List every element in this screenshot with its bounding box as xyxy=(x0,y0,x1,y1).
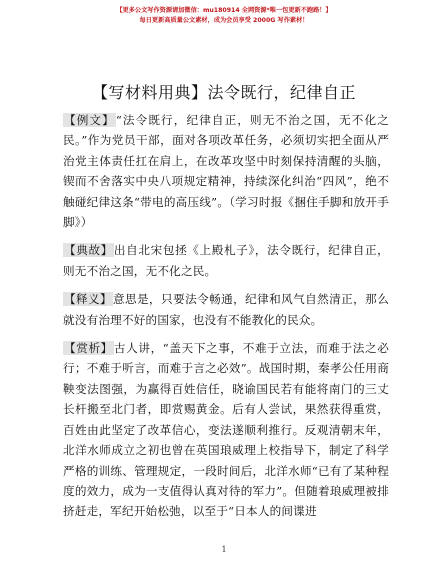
paragraph-meaning xyxy=(63,289,389,330)
paragraph-tag: 【典故】 xyxy=(64,243,113,258)
paragraph-tag: 【例文】 xyxy=(64,113,115,127)
paragraph-text: 出自北宋包拯《上殿札子》，法令既行，纪律自正，则无不治之国，无不化之民。 xyxy=(63,243,389,278)
paragraph-text: “法令既行，纪律自正，则无不治之国，无不化之民。”作为党员干部，面对各项改革任务，必须切实把全面从严治党主体责任扛在肩上，在改革攻坚中时刻保持清醒的头脑，锲而不舍落实中央八项规定精神，持续深化纠治“四风”，绝不触碰纪律这条“带电的高压线”。（学习时报《捆住手脚和放开手脚》） xyxy=(63,113,389,230)
document-body xyxy=(63,110,389,530)
paragraph-text: 意思是，只要法令畅通，纪律和风气自然清正，那么就没有治理不好的国家，也没有不能教化的民众。 xyxy=(63,292,389,327)
paragraph-example xyxy=(63,110,389,232)
paragraph-tag: 【释义】 xyxy=(64,292,113,307)
banner-line-1: 【更多公文写作资源请加微信：mu180914 全网资源*唯一包更新不跑路！】 xyxy=(116,7,332,14)
document-title: 【写材料用典】法令既行，纪律自正 xyxy=(91,83,356,102)
paragraph-appreciation xyxy=(63,338,389,522)
paragraph-allusion xyxy=(63,240,389,281)
paragraph-tag: 【赏析】 xyxy=(64,341,113,356)
banner-line-2: 每日更新高质量公文素材，成为会员享受 2000G 写作素材！ xyxy=(139,17,309,24)
header-banner xyxy=(0,6,448,26)
paragraph-text: 古人讲，“盖天下之事，不难于立法，而难于法之必行；不难于听言，而难于言之必效”。战国时期，秦孝公任用商鞅变法图强，为赢得百姓信任，晓谕国民若有能将南门的三丈长杆搬至北门者，即赏赐黄金。后有人尝试，果然获得重赏，百姓由此坚定了改革信心，变法遂顺利推行。反观清朝末年，北洋水师成立之初也曾在英国琅威理上校指导下，制定了科学严格的训练、管理规定，一段时间后，北洋水师“已有了某种程度的效力，成为一支值得认真对待的军力”。但随着琅威理被排挤赶走，军纪开始松弛，以至于“日本人的间谍进 xyxy=(63,341,389,519)
page-number: 1 xyxy=(221,545,227,554)
